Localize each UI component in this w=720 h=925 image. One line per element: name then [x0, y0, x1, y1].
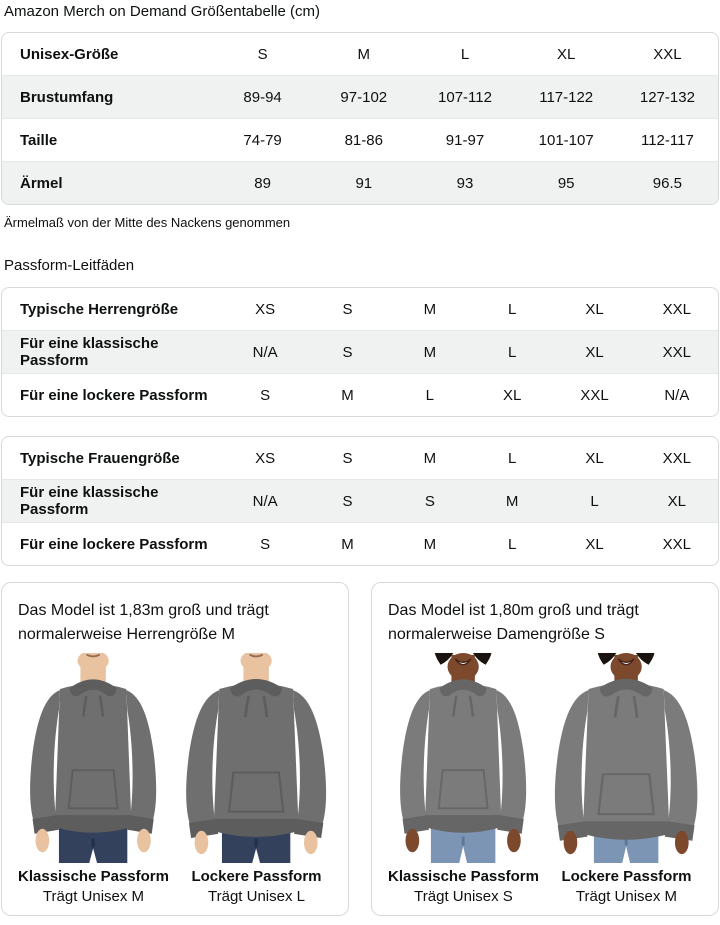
- table-cell: L: [425, 386, 434, 404]
- table-cell: 96.5: [652, 174, 682, 192]
- table-cell: 112-117: [640, 131, 694, 149]
- table-row-brustumfang: [2, 75, 718, 118]
- table-cell: 74-79: [243, 131, 282, 149]
- model-hand: [137, 829, 151, 852]
- table-cell: S: [424, 492, 435, 510]
- hoodie-garment: [187, 679, 327, 838]
- male-model-figures: [12, 653, 338, 905]
- mens-fit-table: [1, 287, 719, 417]
- table-cell: N/A: [252, 492, 278, 510]
- female-model-heading: Das Model ist 1,80m groß und trägt normalerweise Damengröße S: [388, 602, 639, 643]
- table-cell: L: [507, 535, 517, 553]
- table-row-typische-frauengroesse: [2, 437, 718, 479]
- table-cell: M: [341, 386, 354, 404]
- hoodie-garment: [30, 679, 156, 833]
- column-header-xxl: XXL: [653, 45, 682, 63]
- table-cell: 91: [355, 174, 373, 192]
- row-label: Für eine klassische Passform: [20, 335, 159, 369]
- row-label: Typische Frauengröße: [20, 449, 180, 467]
- table-cell: XS: [255, 300, 276, 318]
- model-hand: [304, 831, 318, 854]
- table-cell: 93: [456, 174, 474, 192]
- table-cell: S: [342, 300, 353, 318]
- fit-label: Klassische Passform: [388, 868, 539, 885]
- table-cell: 95: [557, 174, 575, 192]
- male-model-card: [1, 582, 349, 916]
- page-title: Amazon Merch on Demand Größentabelle (cm): [4, 3, 320, 20]
- model-hand: [507, 829, 521, 852]
- female-model-card: [371, 582, 719, 916]
- model-cards: [1, 582, 719, 916]
- table-cell: S: [342, 343, 353, 361]
- fit-guides-section-title: Passform-Leitfäden: [4, 257, 135, 274]
- table-cell: N/A: [252, 343, 278, 361]
- column-header-m: M: [357, 45, 371, 63]
- fit-label: Klassische Passform: [18, 868, 169, 885]
- table-cell: S: [260, 535, 271, 553]
- model-hand: [406, 829, 420, 852]
- row-label: Für eine lockere Passform: [20, 386, 208, 404]
- table-row-lockere-passform: [2, 522, 718, 565]
- table-cell: S: [342, 449, 353, 467]
- row-label: Für eine klassische Passform: [20, 484, 159, 518]
- table-cell: L: [507, 449, 517, 467]
- figure-caption: [191, 868, 321, 905]
- table-cell: 97-102: [340, 88, 388, 106]
- model-hand: [36, 829, 50, 852]
- table-cell: L: [590, 492, 599, 510]
- model-hand: [564, 831, 578, 854]
- figure-classic-fit-female: [382, 653, 545, 905]
- table-cell: XXL: [662, 300, 691, 318]
- table-cell: 81-86: [344, 131, 383, 149]
- table-cell: 101-107: [538, 131, 594, 149]
- row-label: Taille: [20, 131, 58, 149]
- size-worn-label: Trägt Unisex M: [42, 888, 145, 905]
- table-header-row: [2, 33, 718, 75]
- table-cell: S: [260, 386, 271, 404]
- table-cell: M: [423, 449, 437, 467]
- figure-caption: [388, 868, 539, 905]
- fit-label: Lockere Passform: [191, 868, 322, 885]
- table-cell: 107-112: [438, 88, 492, 106]
- figure-caption: [561, 868, 691, 905]
- table-cell: XXL: [662, 343, 691, 361]
- size-worn-label: Trägt Unisex S: [414, 888, 513, 905]
- table-cell: L: [507, 343, 517, 361]
- table-cell: M: [341, 535, 354, 553]
- model-photo-male-classic: [15, 653, 171, 863]
- table-row-typische-herrengroesse: [2, 288, 718, 330]
- figure-classic-fit-male: [12, 653, 175, 905]
- row-label: Für eine lockere Passform: [20, 535, 208, 553]
- table-cell: 117-122: [539, 88, 594, 106]
- fit-label: Lockere Passform: [561, 868, 692, 885]
- row-label: Ärmel: [20, 174, 63, 192]
- table-cell: XL: [585, 535, 604, 553]
- sleeve-measure-footnote: Ärmelmaß von der Mitte des Nackens genommen: [4, 215, 291, 230]
- column-header-xl: XL: [557, 45, 576, 63]
- table-cell: XL: [585, 449, 604, 467]
- model-photo-female-classic: [385, 653, 541, 863]
- size-worn-label: Trägt Unisex L: [208, 888, 305, 905]
- model-hand: [195, 831, 209, 854]
- table-cell: M: [423, 535, 437, 553]
- table-cell: XL: [502, 386, 522, 404]
- table-cell: XXL: [662, 449, 691, 467]
- model-photo-female-loose: [548, 653, 704, 863]
- table-row-taille: [2, 118, 718, 161]
- table-cell: M: [423, 343, 437, 361]
- hoodie-garment: [555, 679, 697, 841]
- table-row-lockere-passform: [2, 373, 718, 416]
- table-cell: N/A: [664, 386, 690, 404]
- table-row-aermel: [2, 161, 718, 204]
- table-cell: M: [423, 300, 437, 318]
- table-cell: 91-97: [445, 131, 485, 149]
- column-header-s: S: [257, 45, 268, 63]
- table-cell: S: [342, 492, 353, 510]
- figure-loose-fit-male: [175, 653, 338, 905]
- table-cell: L: [507, 300, 517, 318]
- row-label: Brustumfang: [20, 88, 114, 106]
- model-photo-male-loose: [178, 653, 334, 863]
- male-model-heading: Das Model ist 1,83m groß und trägt normalerweise Herrengröße M: [18, 602, 269, 643]
- table-cell: XS: [255, 449, 276, 467]
- table-cell: 89-94: [243, 88, 282, 106]
- unisex-size-table: [1, 32, 719, 205]
- table-cell: XL: [585, 343, 604, 361]
- row-label-unisex-groesse: Unisex-Größe: [20, 45, 119, 63]
- womens-fit-table: [1, 436, 719, 566]
- size-worn-label: Trägt Unisex M: [575, 888, 678, 905]
- figure-caption: [18, 868, 169, 905]
- column-header-l: L: [460, 45, 470, 63]
- table-row-klassische-passform: [2, 330, 718, 373]
- female-model-figures: [382, 653, 708, 905]
- row-label: Typische Herrengröße: [20, 300, 179, 318]
- table-cell: XL: [585, 300, 604, 318]
- table-cell: XXL: [662, 535, 691, 553]
- table-cell: 89: [254, 174, 271, 192]
- figure-loose-fit-female: [545, 653, 708, 905]
- hoodie-garment: [400, 679, 526, 833]
- table-cell: XL: [667, 492, 686, 510]
- table-cell: 127-132: [639, 88, 695, 106]
- table-cell: M: [505, 492, 519, 510]
- table-cell: XXL: [580, 386, 609, 404]
- model-hand: [675, 831, 689, 854]
- table-row-klassische-passform: [2, 479, 718, 522]
